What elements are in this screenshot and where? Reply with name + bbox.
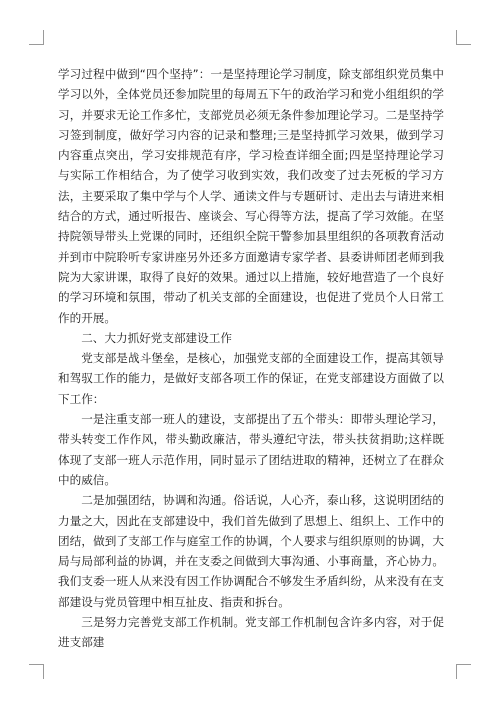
crop-mark-top-right <box>456 30 471 45</box>
paragraph: 一是注重支部一班人的建设，支部提出了五个带头：即带头理论学习，带头转变工作作风，带头勤政廉洁，带头遵纪守法，带头扶贫捐助;这样既体现了支部一班人示范作用，同时显示了团结进取的精神，还树立了在群众中的威信。 <box>58 412 444 487</box>
crop-mark-top-left <box>29 30 44 45</box>
paragraph: 党支部是战斗堡垒，是核心，加强党支部的全面建设工作，提高其领导和驾驭工作的能力，是做好支部各项工作的保证，在党支部建设方面做了以下工作： <box>58 351 444 406</box>
crop-mark-bottom-right <box>456 664 471 679</box>
paragraph: 三是努力完善党支部工作机制。党支部工作机制包含许多内容，对于促进支部建 <box>58 615 444 650</box>
document-body <box>58 64 444 653</box>
paragraph-continuation: 学习过程中做到“四个坚持”：一是坚持理论学习制度，除支部组织党员集中学习以外，全体党员还参加院里的每周五下午的政治学习和党小组组织的学习，并要求无论工作多忙，支部党员必须无条件参加理论学习。二是坚持学习签到制度，做好学习内容的记录和整理;三是坚持抓学习效果，做到学习内容重点突出，学习安排规范有序，学习检查详细全面;四是坚持理论学习与实际工作相结合，为了使学习收到实效，我们改变了过去死板的学习方法，主要采取了集中学与个人学、通读文件与专题研讨、走出去与请进来相结合的方式，通过听报告、座谈会、写心得等方法，提高了学习效能。在坚持院领导带头上党课的同时，还组织全院干警参加县里组织的各项教育活动并到市中院聆听专家讲座另外还多方面邀请专家学者、县委讲师团老师到我院为大家讲课，取得了良好的效果。通过以上措施，较好地营造了一个良好的学习环境和氛围，带动了机关支部的全面建设，也促进了党员个人日常工作的开展。 <box>58 67 444 325</box>
section-heading: 二、大力抓好党支部建设工作 <box>81 330 232 345</box>
paragraph: 二是加强团结，协调和沟通。俗话说，人心齐，泰山移，这说明团结的力量之大，因此在支部建设中，我们首先做到了思想上、组织上、工作中的团结，做到了支部工作与庭室工作的协调，个人要求与组织原则的协调，大局与局部利益的协调，并在支委之间做到大事沟通、小事商量，齐心协力。我们支委一班人从来没有因工作协调配合不够发生矛盾纠纷，从来没有在支部建设与党员管理中相互扯皮、指责和拆台。 <box>58 493 444 609</box>
crop-mark-bottom-left <box>29 664 44 679</box>
